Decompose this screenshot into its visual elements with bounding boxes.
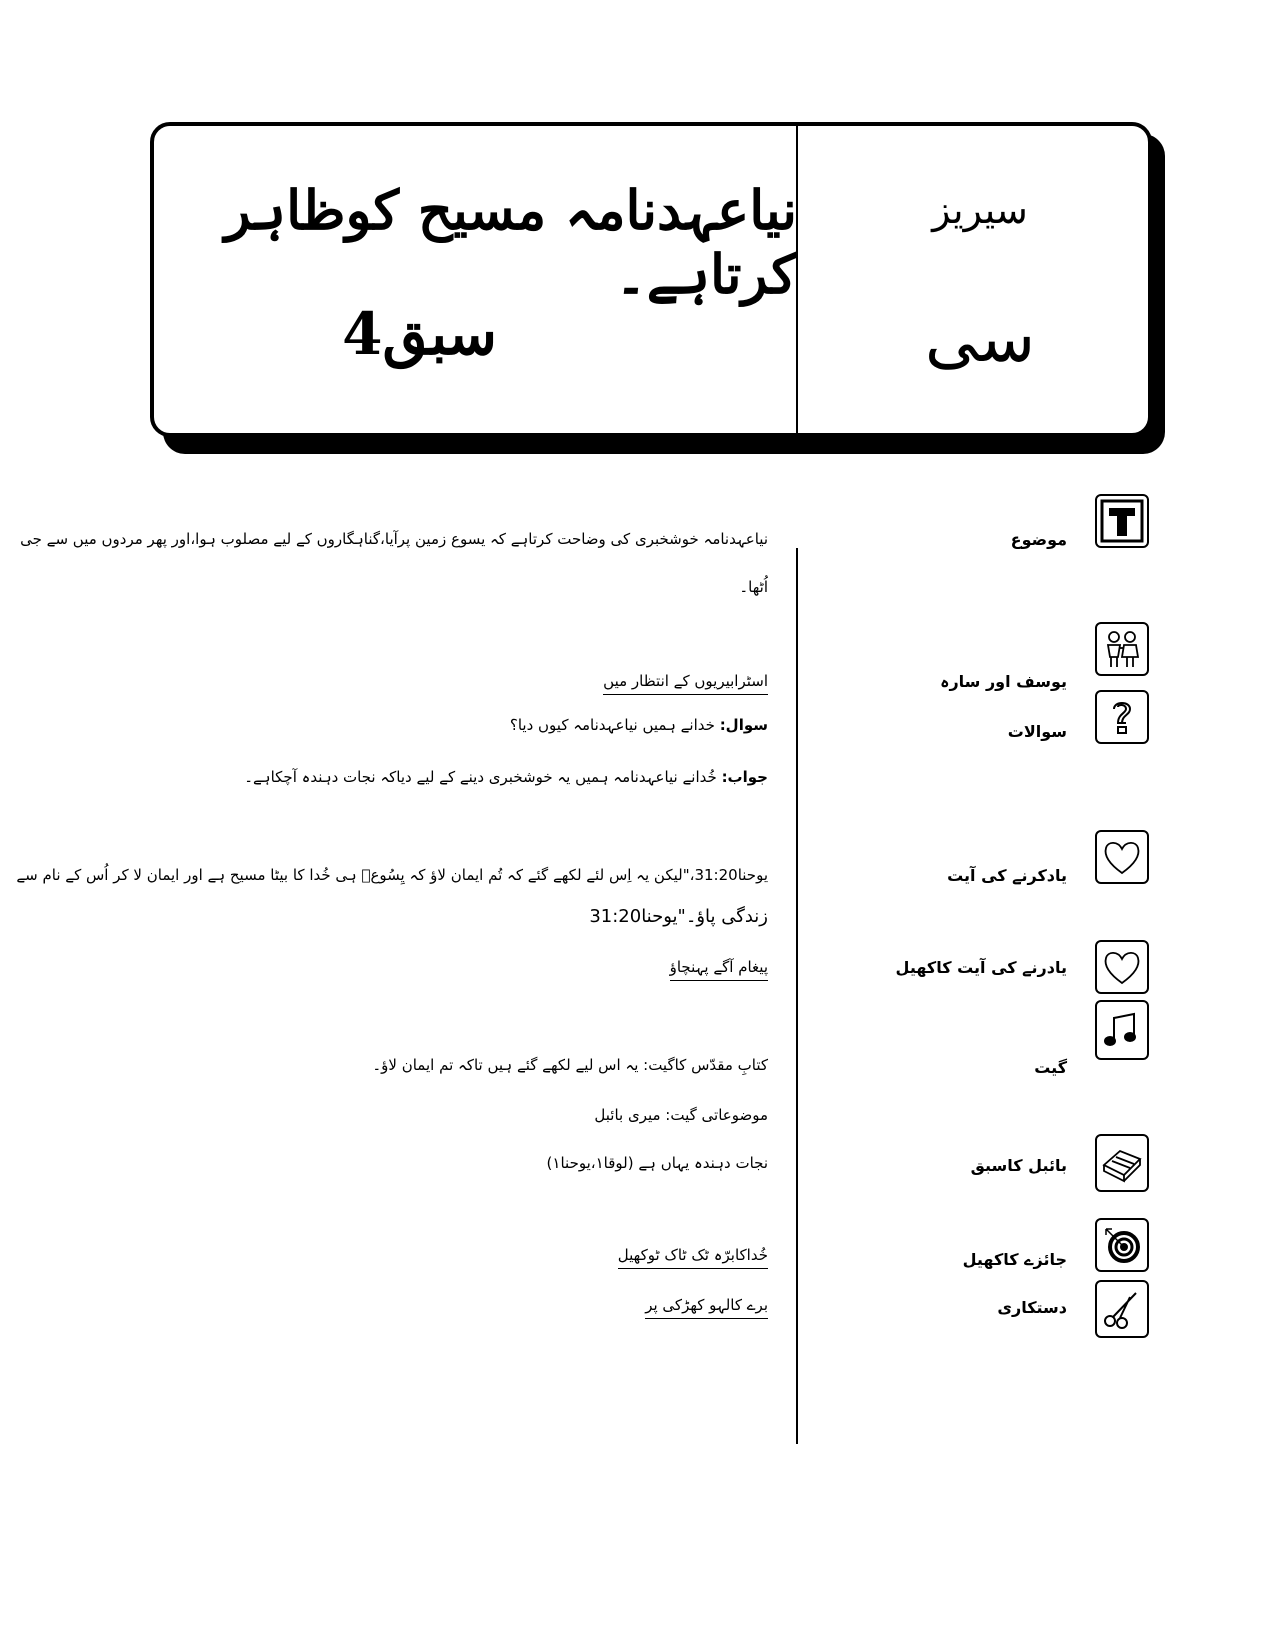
songs-line3: نجات دہندہ یہاں ہے (لوقا۱،یوحنا۱): [546, 1154, 768, 1172]
songs-label: گیت: [1034, 1058, 1067, 1077]
memory-verse-line2: زندگی پاؤ۔"یوحنا31:20: [589, 906, 768, 927]
column-divider: [796, 548, 798, 1444]
answer-text: خُدانے نیاعہدنامہ ہمیں یہ خوشخبری دینے کے لیے دیاکہ نجات دہندہ آچکاہے۔: [244, 768, 717, 786]
question-mark-icon: [1095, 690, 1149, 744]
memory-verse-line1: یوحنا31:20،"لیکن یہ اِس لئے لکھے گئے کہ تُم ایمان لاؤ کہ یِسُوعؔ ہی خُدا کا بیٹا مسیح ہے اور ایمان لا کر اُس کے نام سے: [16, 866, 768, 884]
series-value: سی: [924, 300, 1036, 377]
joseph-sarah-label: یوسف اور سارہ: [940, 672, 1067, 691]
target-icon: [1095, 1218, 1149, 1272]
lesson-number: سبق4: [342, 300, 497, 368]
memory-game-text: پیغام آگے پہنچاؤ: [670, 958, 768, 981]
question-text: خدانے ہمیں نیاعہدنامہ کیوں دیا؟: [509, 716, 715, 734]
memory-game-label: یادرنے کی آیت کاکھیل: [895, 958, 1067, 977]
heart-icon: [1095, 830, 1149, 884]
open-bible-icon: [1095, 1134, 1149, 1192]
review-game-label: جائزے کاکھیل: [962, 1250, 1067, 1269]
songs-line1: کتابِ مقدّس کاگیت: یہ اس لیے لکھے گئے ہیں تاکہ تم ایمان لاؤ۔: [372, 1056, 768, 1074]
question-prefix: سوال:: [719, 716, 768, 734]
memory-verse-label: یادکرنے کی آیت: [947, 866, 1067, 885]
review-game-text: خُداکابرّہ ٹک ٹاک ٹوکھیل: [618, 1246, 768, 1269]
topic-label: موضوع: [1010, 530, 1067, 549]
topic-text-line2: اُٹھا۔: [739, 578, 768, 596]
crafts-label: دستکاری: [997, 1298, 1067, 1317]
page-title: نیاعہدنامہ مسیح کوظاہر کرتاہے۔: [224, 178, 797, 306]
question-line: [510, 716, 768, 734]
bible-lesson-label: بائبل کاسبق: [970, 1156, 1067, 1175]
joseph-sarah-heading: اسٹرابیریوں کے انتظار میں: [603, 672, 768, 695]
answer-line: [244, 768, 768, 786]
scissors-icon: [1095, 1280, 1149, 1338]
series-label: سیریز: [932, 188, 1028, 232]
music-note-icon: [1095, 1000, 1149, 1060]
letter-t-icon: [1095, 494, 1149, 548]
topic-text-line1: نیاعہدنامہ خوشخبری کی وضاحت کرتاہے کہ یسوع زمین پرآیا،گناہگاروں کے لیے مصلوب ہوا،اور پھر مردوں میں سے جی: [20, 530, 768, 548]
songs-line2: موضوعاتی گیت: میری بائبل: [594, 1106, 768, 1124]
crafts-text: برے کالہو کھڑکی پر: [645, 1296, 768, 1319]
children-icon: [1095, 622, 1149, 676]
heart-icon: [1095, 940, 1149, 994]
questions-label: سوالات: [1007, 722, 1067, 741]
answer-prefix: جواب:: [721, 768, 768, 786]
